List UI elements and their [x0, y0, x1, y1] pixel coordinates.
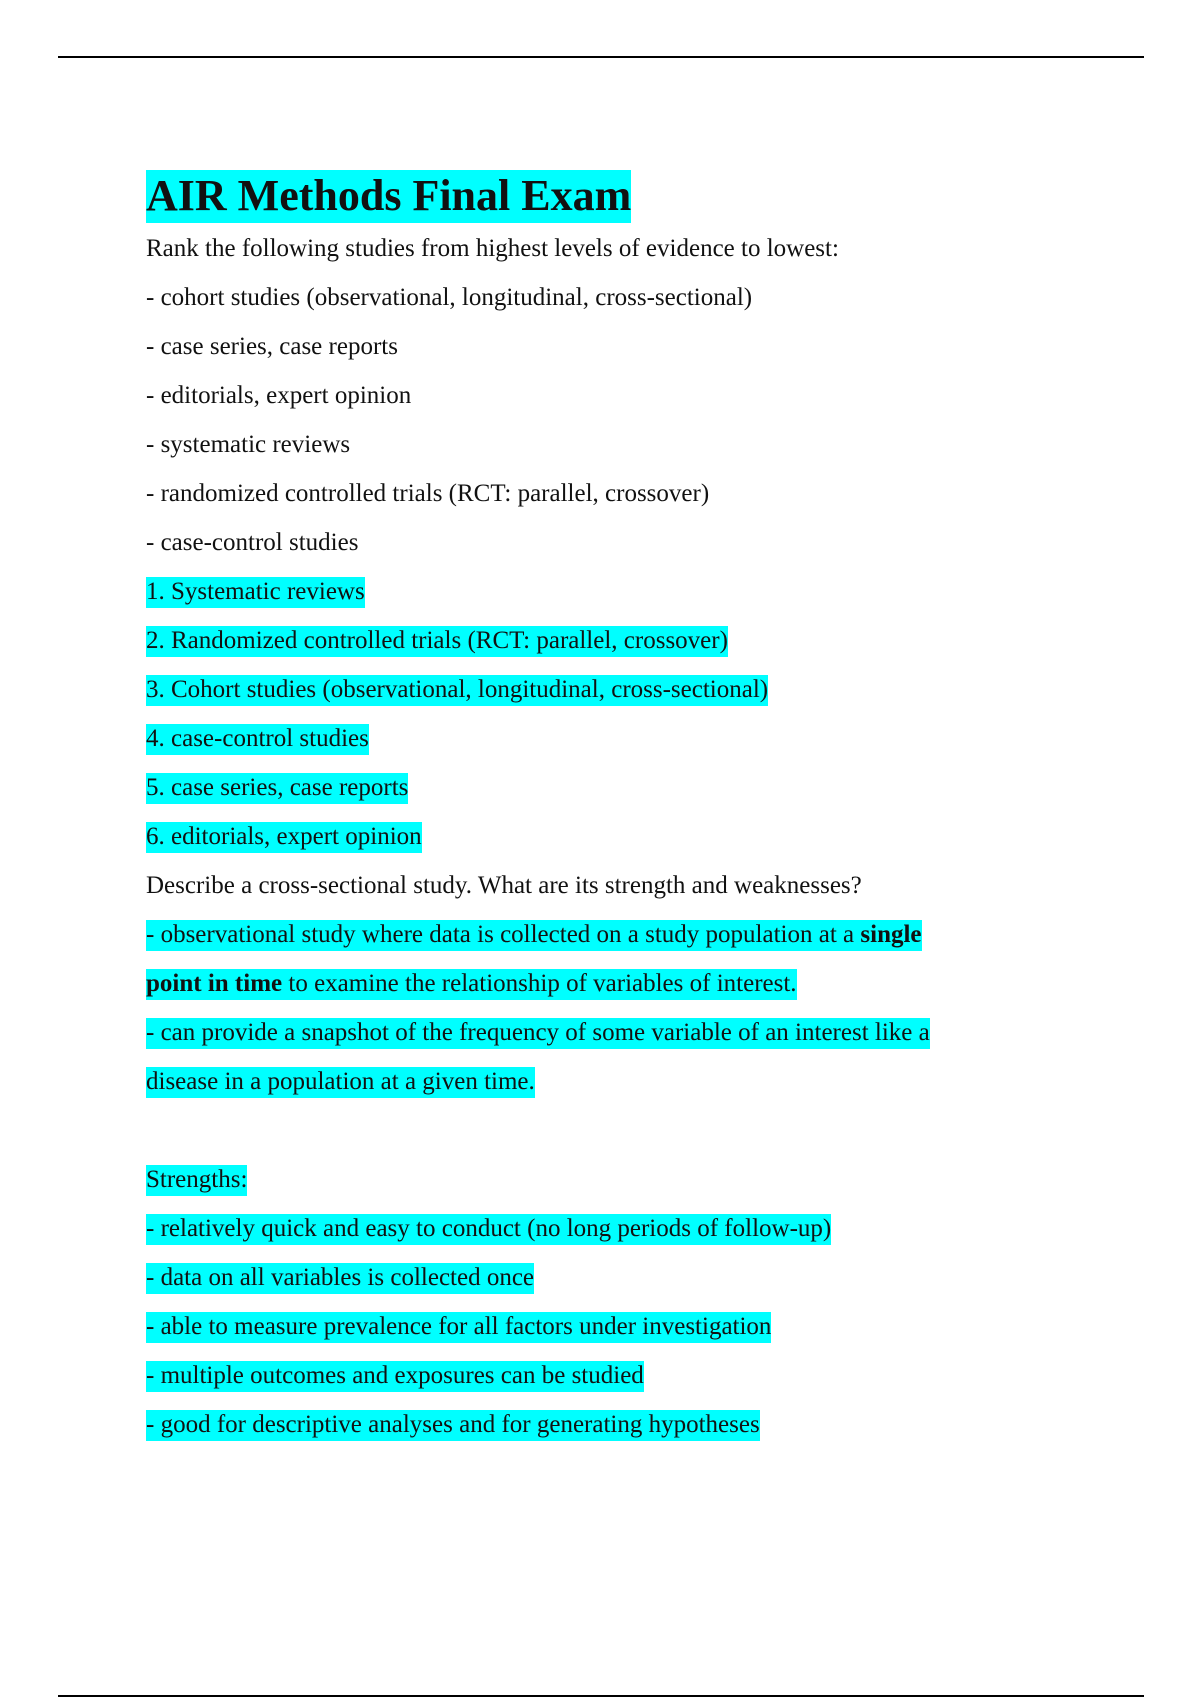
page-title: AIR Methods Final Exam [146, 168, 1106, 224]
snapshot-line-1: - can provide a snapshot of the frequency of some variable of an interest like a [146, 1008, 1106, 1057]
footer-rule [58, 1695, 1144, 1697]
answer-item: 4. case-control studies [146, 714, 1106, 763]
answer-item: 5. case series, case reports [146, 763, 1106, 812]
snapshot-line-2: disease in a population at a given time. [146, 1057, 1106, 1106]
answer-item: 6. editorials, expert opinion [146, 812, 1106, 861]
strength-item: - able to measure prevalence for all factors under investigation [146, 1302, 1106, 1351]
option-item: - case series, case reports [146, 333, 398, 360]
question-2-prompt: Describe a cross-sectional study. What are its strength and weaknesses? [146, 872, 862, 899]
option-item: - systematic reviews [146, 431, 351, 458]
definition-line-2: point in time to examine the relationship of variables of interest. [146, 959, 1106, 1008]
strength-item: - good for descriptive analyses and for generating hypotheses [146, 1400, 1106, 1449]
strengths-heading: Strengths: [146, 1155, 1106, 1204]
option-item: - case-control studies [146, 529, 359, 556]
answer-item: 3. Cohort studies (observational, longitudinal, cross-sectional) [146, 665, 1106, 714]
option-item: - editorials, expert opinion [146, 382, 412, 409]
strength-item: - data on all variables is collected once [146, 1253, 1106, 1302]
definition-line-1: - observational study where data is collected on a study population at a single [146, 910, 1106, 959]
option-item: - cohort studies (observational, longitudinal, cross-sectional) [146, 284, 753, 311]
strength-item: - relatively quick and easy to conduct (no long periods of follow-up) [146, 1204, 1106, 1253]
header-rule [58, 56, 1144, 58]
strength-item: - multiple outcomes and exposures can be studied [146, 1351, 1106, 1400]
document-body [146, 168, 1106, 1449]
answer-item: 1. Systematic reviews [146, 567, 1106, 616]
answer-item: 2. Randomized controlled trials (RCT: parallel, crossover) [146, 616, 1106, 665]
spacer [146, 1106, 1106, 1155]
question-1-prompt: Rank the following studies from highest levels of evidence to lowest: [146, 235, 839, 262]
option-item: - randomized controlled trials (RCT: parallel, crossover) [146, 480, 710, 507]
